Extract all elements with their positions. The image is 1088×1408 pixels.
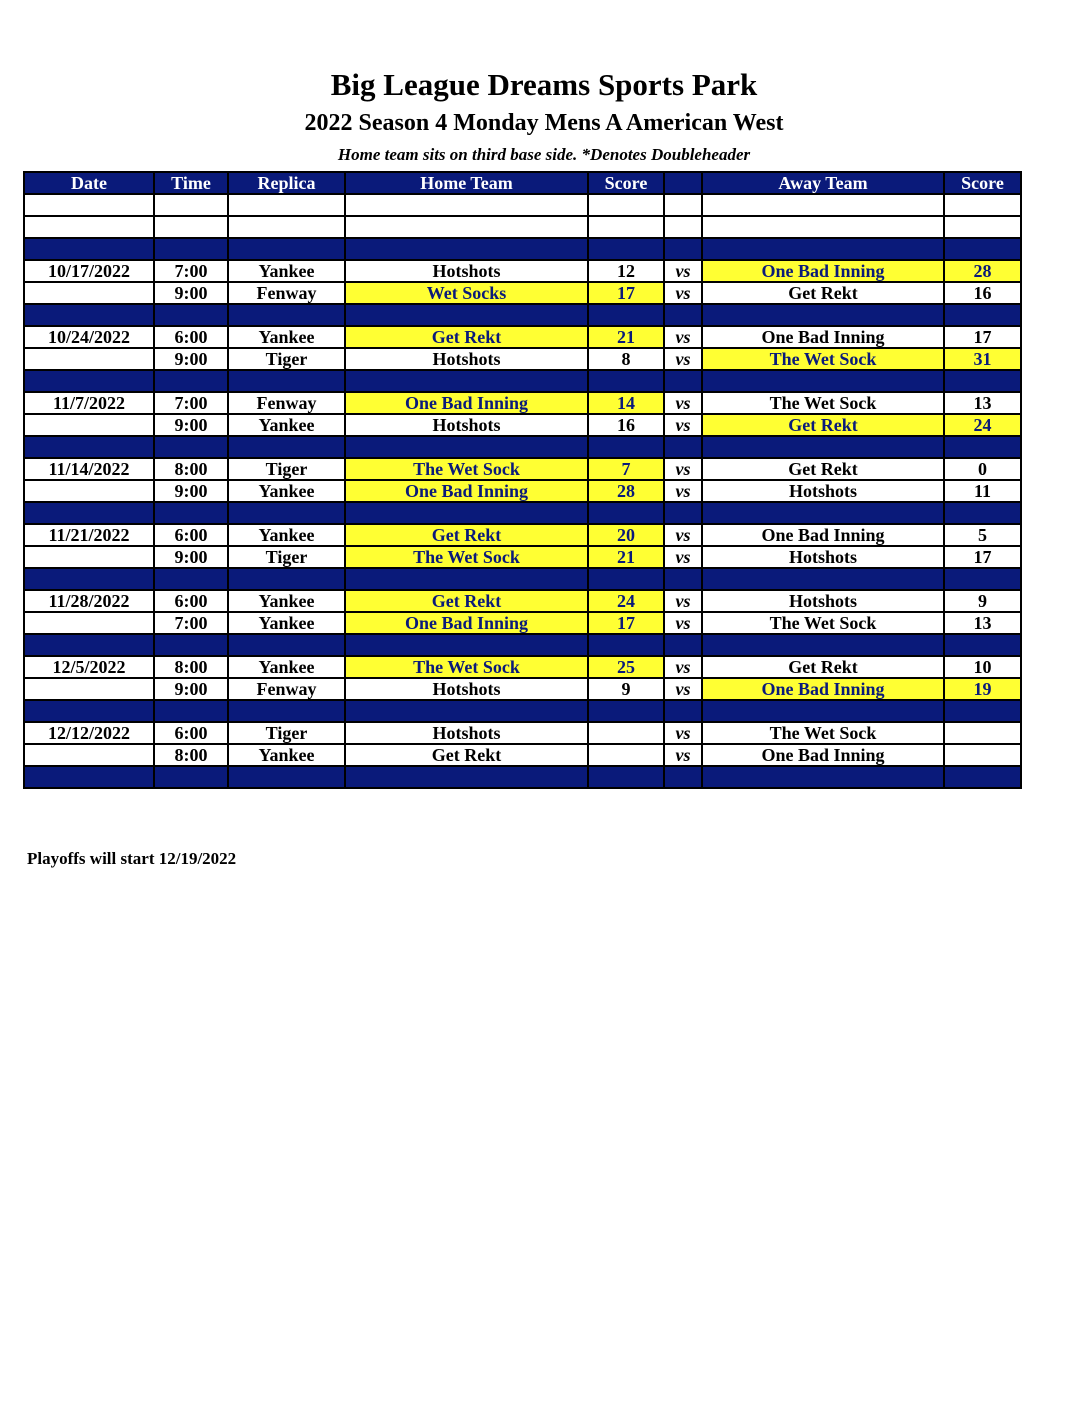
game-row: [24, 282, 1021, 304]
game-date: [24, 414, 154, 436]
game-row: [24, 392, 1021, 414]
game-time: 6:00: [154, 722, 228, 744]
separator-row: [24, 700, 1021, 722]
home-score: 21: [588, 326, 664, 348]
away-team: Get Rekt: [702, 656, 944, 678]
home-team: The Wet Sock: [345, 656, 588, 678]
home-score: [588, 722, 664, 744]
schedule-table: [23, 171, 1022, 789]
game-date: 10/17/2022: [24, 260, 154, 282]
game-field: Tiger: [228, 722, 345, 744]
away-score: 9: [944, 590, 1021, 612]
game-field: Tiger: [228, 546, 345, 568]
away-score: 31: [944, 348, 1021, 370]
away-score: 11: [944, 480, 1021, 502]
col-header-away-team: Away Team: [702, 172, 944, 194]
game-time: 7:00: [154, 612, 228, 634]
separator-row: [24, 502, 1021, 524]
away-team: Hotshots: [702, 480, 944, 502]
vs-label: vs: [664, 524, 702, 546]
game-row: [24, 524, 1021, 546]
away-score: 17: [944, 326, 1021, 348]
separator-row: [24, 238, 1021, 260]
away-team: The Wet Sock: [702, 392, 944, 414]
vs-label: vs: [664, 458, 702, 480]
home-score: 25: [588, 656, 664, 678]
game-time: 8:00: [154, 744, 228, 766]
game-time: 9:00: [154, 282, 228, 304]
separator-row: [24, 304, 1021, 326]
away-team: The Wet Sock: [702, 348, 944, 370]
game-date: 12/5/2022: [24, 656, 154, 678]
game-field: Yankee: [228, 260, 345, 282]
game-field: Fenway: [228, 282, 345, 304]
vs-label: vs: [664, 678, 702, 700]
home-score: 20: [588, 524, 664, 546]
game-row: [24, 722, 1021, 744]
home-team: Get Rekt: [345, 524, 588, 546]
game-time: 6:00: [154, 524, 228, 546]
home-score: 14: [588, 392, 664, 414]
home-team-note: Home team sits on third base side. *Denotes Doubleheader: [337, 145, 751, 164]
vs-label: vs: [664, 722, 702, 744]
away-score: 13: [944, 392, 1021, 414]
game-row: [24, 348, 1021, 370]
game-time: 9:00: [154, 678, 228, 700]
game-field: Yankee: [228, 590, 345, 612]
playoffs-note: Playoffs will start 12/19/2022: [27, 849, 237, 868]
home-score: 7: [588, 458, 664, 480]
vs-label: vs: [664, 348, 702, 370]
game-row: [24, 744, 1021, 766]
home-team: Hotshots: [345, 722, 588, 744]
game-row: [24, 678, 1021, 700]
away-team: The Wet Sock: [702, 722, 944, 744]
col-header-home-team: Home Team: [345, 172, 588, 194]
col-header-date: Date: [24, 172, 154, 194]
home-team: One Bad Inning: [345, 480, 588, 502]
away-score: 13: [944, 612, 1021, 634]
game-row: [24, 326, 1021, 348]
game-time: 7:00: [154, 392, 228, 414]
game-row: [24, 546, 1021, 568]
game-date: [24, 546, 154, 568]
game-field: Fenway: [228, 678, 345, 700]
game-row: [24, 612, 1021, 634]
separator-row: [24, 568, 1021, 590]
game-row: [24, 590, 1021, 612]
home-score: 21: [588, 546, 664, 568]
game-time: 8:00: [154, 458, 228, 480]
separator-row: [24, 634, 1021, 656]
game-field: Yankee: [228, 612, 345, 634]
home-score: 12: [588, 260, 664, 282]
away-score: [944, 722, 1021, 744]
blank-row: [24, 216, 1021, 238]
col-header-home-score: Score: [588, 172, 664, 194]
away-score: 16: [944, 282, 1021, 304]
home-team: One Bad Inning: [345, 612, 588, 634]
away-team: One Bad Inning: [702, 744, 944, 766]
vs-label: vs: [664, 260, 702, 282]
separator-row: [24, 436, 1021, 458]
game-time: 9:00: [154, 546, 228, 568]
home-team: Get Rekt: [345, 326, 588, 348]
away-score: 10: [944, 656, 1021, 678]
game-time: 9:00: [154, 414, 228, 436]
away-team: Get Rekt: [702, 282, 944, 304]
game-date: 12/12/2022: [24, 722, 154, 744]
away-score: 19: [944, 678, 1021, 700]
game-date: [24, 612, 154, 634]
game-time: 6:00: [154, 326, 228, 348]
vs-label: vs: [664, 546, 702, 568]
page-title: Big League Dreams Sports Park: [330, 67, 758, 102]
away-team: One Bad Inning: [702, 524, 944, 546]
vs-label: vs: [664, 656, 702, 678]
game-date: 10/24/2022: [24, 326, 154, 348]
away-score: 0: [944, 458, 1021, 480]
away-team: Hotshots: [702, 546, 944, 568]
game-field: Yankee: [228, 414, 345, 436]
away-team: One Bad Inning: [702, 678, 944, 700]
game-field: Yankee: [228, 326, 345, 348]
away-score: 17: [944, 546, 1021, 568]
away-team: One Bad Inning: [702, 326, 944, 348]
game-row: [24, 656, 1021, 678]
season-subtitle: 2022 Season 4 Monday Mens A American West: [304, 110, 784, 136]
vs-label: vs: [664, 326, 702, 348]
game-field: Fenway: [228, 392, 345, 414]
vs-label: vs: [664, 612, 702, 634]
home-team: Get Rekt: [345, 590, 588, 612]
vs-label: vs: [664, 282, 702, 304]
game-date: [24, 744, 154, 766]
home-team: Wet Socks: [345, 282, 588, 304]
game-field: Tiger: [228, 458, 345, 480]
home-score: 9: [588, 678, 664, 700]
home-team: The Wet Sock: [345, 458, 588, 480]
game-field: Yankee: [228, 480, 345, 502]
game-row: [24, 458, 1021, 480]
game-row: [24, 260, 1021, 282]
vs-label: vs: [664, 480, 702, 502]
game-time: 9:00: [154, 480, 228, 502]
game-time: 6:00: [154, 590, 228, 612]
away-score: 28: [944, 260, 1021, 282]
away-team: Get Rekt: [702, 458, 944, 480]
game-field: Yankee: [228, 656, 345, 678]
home-score: 28: [588, 480, 664, 502]
col-header-away-score: Score: [944, 172, 1021, 194]
home-team: Get Rekt: [345, 744, 588, 766]
home-team: Hotshots: [345, 414, 588, 436]
home-team: One Bad Inning: [345, 392, 588, 414]
header-row: [24, 172, 1021, 194]
away-team: Get Rekt: [702, 414, 944, 436]
game-row: [24, 480, 1021, 502]
col-header-replica: Replica: [228, 172, 345, 194]
game-date: [24, 282, 154, 304]
game-field: Yankee: [228, 744, 345, 766]
away-team: Hotshots: [702, 590, 944, 612]
game-field: Tiger: [228, 348, 345, 370]
game-date: 11/7/2022: [24, 392, 154, 414]
vs-label: vs: [664, 392, 702, 414]
schedule-body: [24, 194, 1021, 788]
blank-row: [24, 194, 1021, 216]
vs-label: vs: [664, 414, 702, 436]
separator-row: [24, 370, 1021, 392]
game-date: [24, 348, 154, 370]
game-time: 7:00: [154, 260, 228, 282]
home-score: 16: [588, 414, 664, 436]
home-team: Hotshots: [345, 348, 588, 370]
game-date: [24, 480, 154, 502]
away-team: One Bad Inning: [702, 260, 944, 282]
game-time: 8:00: [154, 656, 228, 678]
home-team: Hotshots: [345, 678, 588, 700]
game-date: 11/14/2022: [24, 458, 154, 480]
game-date: [24, 678, 154, 700]
game-row: [24, 414, 1021, 436]
away-team: The Wet Sock: [702, 612, 944, 634]
away-score: 24: [944, 414, 1021, 436]
game-field: Yankee: [228, 524, 345, 546]
home-score: 17: [588, 612, 664, 634]
vs-label: vs: [664, 744, 702, 766]
game-date: 11/21/2022: [24, 524, 154, 546]
col-header-time: Time: [154, 172, 228, 194]
home-score: 24: [588, 590, 664, 612]
home-team: The Wet Sock: [345, 546, 588, 568]
game-date: 11/28/2022: [24, 590, 154, 612]
game-time: 9:00: [154, 348, 228, 370]
home-score: 17: [588, 282, 664, 304]
away-score: 5: [944, 524, 1021, 546]
away-score: [944, 744, 1021, 766]
home-team: Hotshots: [345, 260, 588, 282]
separator-row: [24, 766, 1021, 788]
vs-label: vs: [664, 590, 702, 612]
home-score: 8: [588, 348, 664, 370]
col-header-vs: [664, 172, 702, 194]
home-score: [588, 744, 664, 766]
